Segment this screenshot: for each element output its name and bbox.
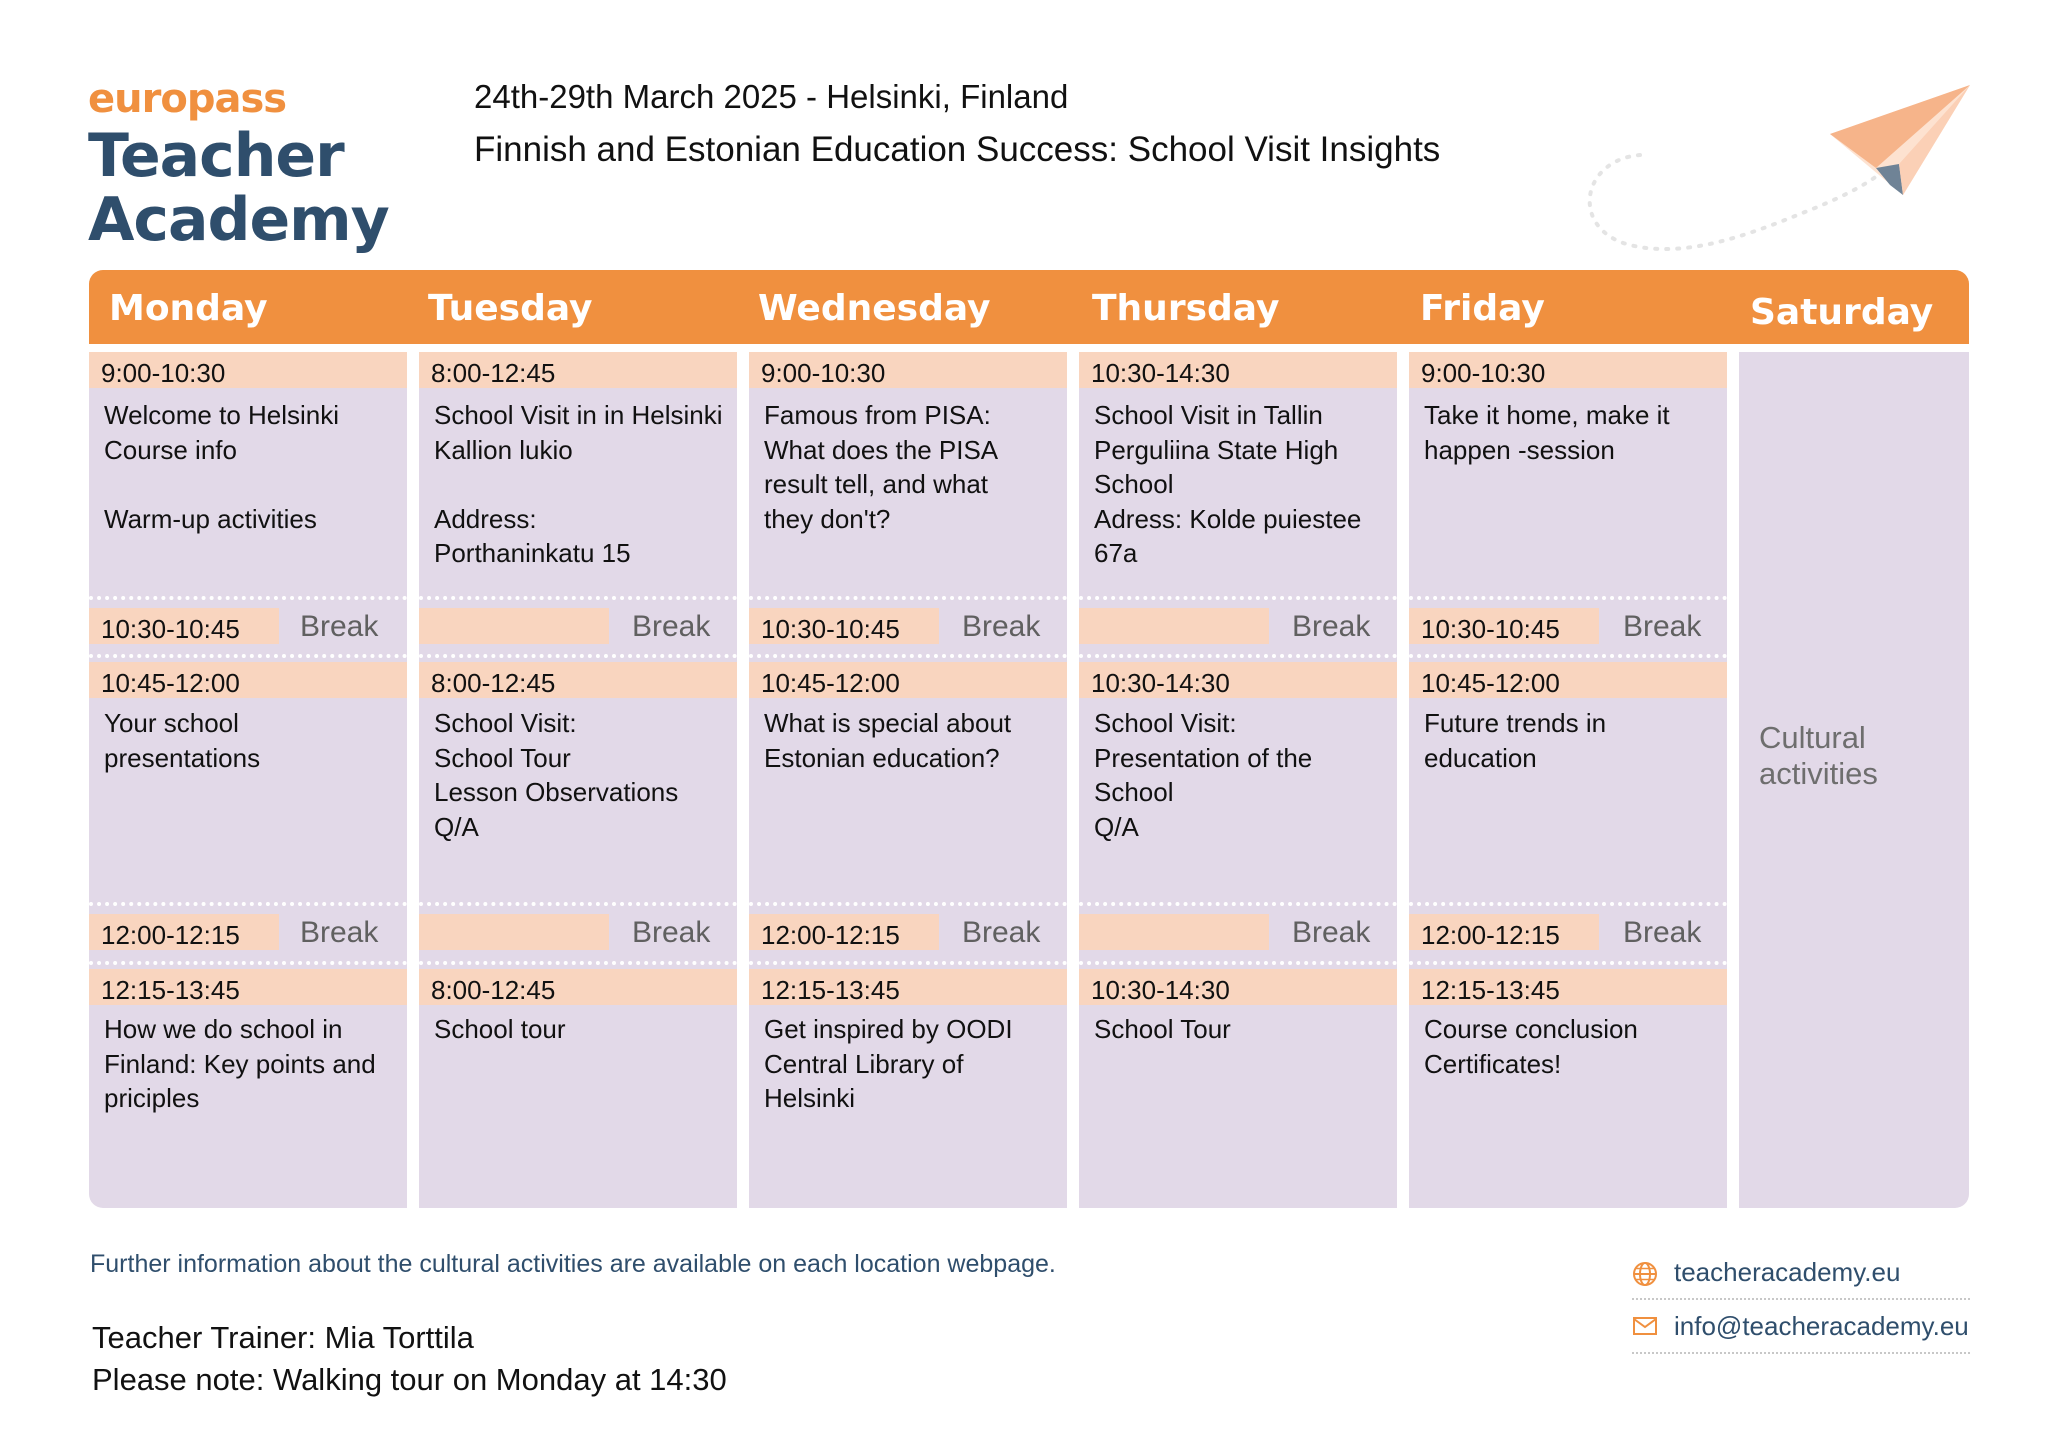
session-line: What is special about [764, 708, 1012, 738]
session-description [434, 1012, 727, 1047]
session-line: Get inspired by OODI [764, 1014, 1013, 1044]
session-line: School Visit in in Helsinki [434, 400, 723, 430]
time-bar [749, 969, 1067, 1005]
session-time: 10:30-14:30 [1091, 668, 1230, 698]
session-line: Kallion lukio [434, 434, 573, 465]
session-line: School Visit in Tallin [1094, 400, 1323, 430]
session-description [1094, 398, 1387, 571]
day-name-wednesday: Wednesday [758, 288, 991, 329]
dotted-divider [419, 596, 737, 600]
dotted-divider [1632, 1298, 1970, 1300]
session-description [104, 1012, 397, 1116]
session-time: 12:15-13:45 [1421, 975, 1560, 1005]
session-line: Perguliina State High [1094, 434, 1339, 465]
session-line: Your school [104, 708, 239, 738]
break-time-bar [1079, 914, 1269, 950]
break-label: Break [632, 610, 711, 643]
session-line: Take it home, make it [1424, 400, 1670, 430]
break-time-bar [89, 914, 279, 950]
break-label: Break [300, 916, 379, 949]
cultural-activities-text [1759, 720, 1878, 792]
time-bar [1409, 352, 1727, 388]
session-time: 10:45-12:00 [101, 668, 240, 698]
session-time: 10:45-12:00 [1421, 668, 1560, 698]
session-line: presentations [104, 742, 261, 773]
break-time-bar [1409, 914, 1599, 950]
session-line: How we do school in [104, 1014, 343, 1044]
time-bar [1079, 662, 1397, 698]
day-column-monday [89, 352, 407, 1208]
break-time: 12:00-12:15 [1421, 920, 1560, 950]
day-name-saturday: Saturday [1750, 292, 1934, 333]
session-description [764, 398, 1057, 536]
dotted-divider [419, 961, 737, 965]
time-bar [419, 352, 737, 388]
session-line: What does the PISA [764, 434, 999, 465]
session-line: Future trends in [1424, 708, 1607, 738]
session-line: Address: [434, 503, 537, 534]
session-line: School Visit: [1094, 708, 1237, 738]
dotted-divider [1409, 596, 1727, 600]
break-label: Break [962, 916, 1041, 949]
cultural-line: Cultural [1759, 720, 1866, 755]
teacher-trainer: Teacher Trainer: Mia Torttila [92, 1320, 474, 1355]
session-line: Central Library of [764, 1048, 964, 1079]
dotted-divider [89, 596, 407, 600]
break-label: Break [1623, 610, 1702, 643]
session-line: Estonian education? [764, 742, 1000, 773]
session-line: Certificates! [1424, 1048, 1562, 1079]
logo-teacher: Teacher [88, 121, 344, 191]
session-line: Q/A [1094, 811, 1139, 842]
time-bar [1079, 352, 1397, 388]
session-time: 10:30-14:30 [1091, 358, 1230, 388]
dotted-divider [1079, 596, 1397, 600]
dotted-divider [749, 902, 1067, 906]
logo-academy: Academy [88, 185, 389, 255]
session-line: Warm-up activities [104, 503, 317, 534]
day-name-monday: Monday [109, 288, 268, 329]
session-line: School Tour [1094, 1014, 1231, 1044]
day-header-bar [89, 270, 1969, 344]
globe-icon [1632, 1261, 1658, 1287]
break-time-bar [419, 608, 609, 644]
session-description [1094, 1012, 1387, 1047]
break-time: 10:30-10:45 [1421, 614, 1560, 644]
break-time-bar [1079, 608, 1269, 644]
time-bar [419, 969, 737, 1005]
dotted-divider [1409, 902, 1727, 906]
session-line: School [1094, 777, 1174, 807]
session-line: Presentation of the [1094, 742, 1313, 773]
break-label: Break [1292, 916, 1371, 949]
break-time-bar [1409, 608, 1599, 644]
dotted-divider [89, 961, 407, 965]
day-name-friday: Friday [1420, 288, 1545, 329]
session-line: School Visit: [434, 708, 577, 738]
dotted-divider [419, 902, 737, 906]
cultural-info-note: Further information about the cultural activities are available on each location webpage. [90, 1250, 1056, 1278]
day-column-saturday [1739, 352, 1969, 1208]
day-name-thursday: Thursday [1092, 288, 1280, 329]
session-description [434, 398, 727, 571]
day-column-wednesday [749, 352, 1067, 1208]
session-time: 8:00-12:45 [431, 668, 556, 698]
session-line: School [1094, 469, 1174, 499]
session-description [1424, 398, 1717, 467]
session-line: Finland: Key points and [104, 1048, 376, 1079]
day-column-thursday [1079, 352, 1397, 1208]
session-time: 8:00-12:45 [431, 975, 556, 1005]
time-bar [419, 662, 737, 698]
break-label: Break [300, 610, 379, 643]
time-bar [89, 662, 407, 698]
session-description [434, 706, 727, 844]
dotted-divider [749, 654, 1067, 658]
session-description [1094, 706, 1387, 844]
session-line: Porthaninkatu 15 [434, 538, 631, 568]
break-time: 12:00-12:15 [761, 920, 900, 950]
cultural-line: activities [1759, 756, 1878, 791]
session-line: 67a [1094, 538, 1138, 568]
break-label: Break [1292, 610, 1371, 643]
session-description [104, 398, 397, 536]
please-note: Please note: Walking tour on Monday at 14:30 [92, 1362, 727, 1397]
dotted-divider [1409, 654, 1727, 658]
session-time: 9:00-10:30 [1421, 358, 1546, 388]
break-label: Break [962, 610, 1041, 643]
session-line: Course conclusion [1424, 1014, 1638, 1044]
break-time-bar [749, 608, 939, 644]
course-title: Finnish and Estonian Education Success: School Visit Insights [474, 130, 1441, 169]
session-description [1424, 1012, 1717, 1081]
time-bar [749, 352, 1067, 388]
website-text: teacheracademy.eu [1674, 1257, 1901, 1287]
session-time: 9:00-10:30 [761, 358, 886, 388]
session-description [764, 706, 1057, 775]
dotted-divider [89, 654, 407, 658]
break-label: Break [632, 916, 711, 949]
dotted-divider [1079, 654, 1397, 658]
session-description [1424, 706, 1717, 775]
dotted-divider [89, 902, 407, 906]
dotted-divider [749, 961, 1067, 965]
session-line: School Tour [434, 742, 571, 773]
day-column-tuesday [419, 352, 737, 1208]
session-line: Welcome to Helsinki [104, 400, 340, 430]
time-bar [749, 662, 1067, 698]
dotted-divider [1079, 961, 1397, 965]
session-line [434, 467, 727, 502]
time-bar [1409, 969, 1727, 1005]
break-label: Break [1623, 916, 1702, 949]
dotted-divider [1409, 961, 1727, 965]
session-line [104, 467, 397, 502]
dotted-divider [1632, 1352, 1970, 1354]
session-time: 10:30-14:30 [1091, 975, 1230, 1005]
session-line: happen -session [1424, 434, 1615, 465]
break-time-bar [89, 608, 279, 644]
paper-plane-icon [1560, 80, 2000, 280]
europass-logo-text: europass [88, 76, 287, 122]
dotted-divider [419, 654, 737, 658]
date-location: 24th-29th March 2025 - Helsinki, Finland [474, 78, 1069, 115]
session-line: education [1424, 742, 1537, 773]
session-line: Adress: Kolde puiestee [1094, 503, 1362, 534]
session-line: priciples [104, 1083, 200, 1113]
break-time-bar [419, 914, 609, 950]
dotted-divider [749, 596, 1067, 600]
day-column-friday [1409, 352, 1727, 1208]
break-time: 12:00-12:15 [101, 920, 240, 950]
session-line: Lesson Observations [434, 777, 679, 807]
break-time: 10:30-10:45 [761, 614, 900, 644]
break-time-bar [749, 914, 939, 950]
session-line: result tell, and what [764, 469, 989, 499]
session-time: 12:15-13:45 [761, 975, 900, 1005]
email-text: info@teacheracademy.eu [1674, 1311, 1969, 1341]
session-time: 12:15-13:45 [101, 975, 240, 1005]
session-line: Helsinki [764, 1083, 856, 1113]
session-time: 9:00-10:30 [101, 358, 226, 388]
dotted-divider [1079, 902, 1397, 906]
time-bar [89, 352, 407, 388]
session-description [104, 706, 397, 775]
session-line: Famous from PISA: [764, 400, 991, 430]
session-time: 8:00-12:45 [431, 358, 556, 388]
session-time: 10:45-12:00 [761, 668, 900, 698]
session-line: they don't? [764, 503, 891, 534]
break-time: 10:30-10:45 [101, 614, 240, 644]
session-line: Q/A [434, 811, 479, 842]
session-description [764, 1012, 1057, 1116]
day-name-tuesday: Tuesday [428, 288, 593, 329]
envelope-icon [1632, 1315, 1658, 1337]
session-line: School tour [434, 1014, 566, 1044]
time-bar [89, 969, 407, 1005]
time-bar [1079, 969, 1397, 1005]
session-line: Course info [104, 434, 237, 465]
time-bar [1409, 662, 1727, 698]
